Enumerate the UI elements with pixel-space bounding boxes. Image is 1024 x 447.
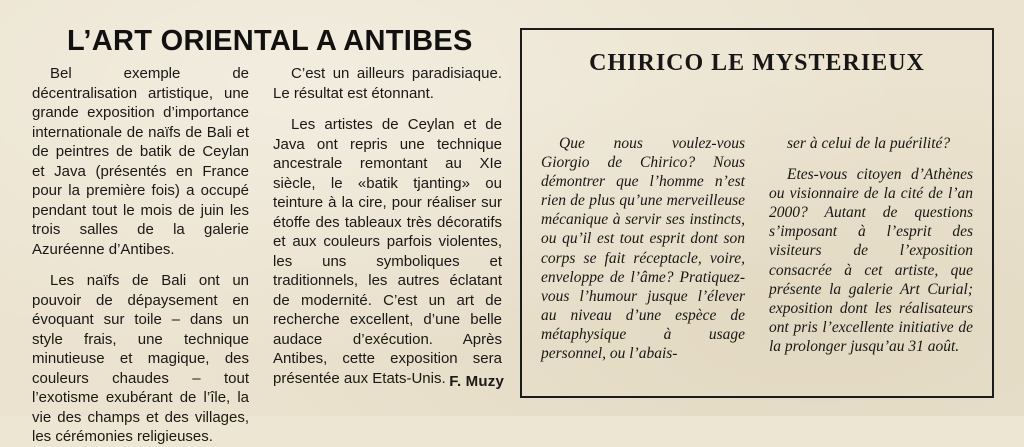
article-author: F. Muzy — [449, 373, 504, 390]
chirico-box — [520, 28, 994, 398]
box-content — [541, 134, 974, 376]
box-column-1 — [541, 134, 745, 376]
article-paragraph-4: Les artistes de Ceylan et de Java ont repris une technique ancestrale remontant au XIe siècle, le «batik tjanting» ou teinture à la cire, pour réaliser sur étoffe des tableaux très décoratifs et aux couleurs parfois violentes, les uns symboliques et traditionnels, les autres éclatant de modernité. C’est un art de recherche excellent, d’une belle audace d’exécution. Après Antibes, cette exposition sera présentée aux Etats-Unis. — [273, 116, 502, 387]
box-paragraph-2: ser à celui de la puérilité? — [787, 135, 951, 152]
oriental-art-article — [32, 64, 504, 445]
article-column-2 — [273, 64, 502, 402]
article-paragraph-3: C’est un ailleurs paradisiaque. Le résultat est étonnant. — [273, 65, 502, 102]
box-paragraph-1: Que nous voulez-vous Giorgio de Chirico? Nous démontrer que l’homme n’est rien de plus qu’une merveilleuse mécanique à servir ses instincts, ou qu’il est tout esprit dont son corps se fait réceptacle, voire, enveloppe de l’âme? Pratiquez-vous l’humour jusque l’élever au niveau d’une espèce de métaphysique à usage personnel, ou l’abais- — [541, 135, 745, 363]
box-paragraph-3: Etes-vous citoyen d’Athènes ou visionnaire de la cité de l’an 2000? Autant de questions s’imposant à l’esprit des visiteurs de l’exposition consacrée à cet artiste, que présente la galerie Art Curial; exposition dont les réalisateurs ont pris l’excellente initiative de la prolonger jusqu’au 31 août. — [769, 166, 973, 355]
article-paragraph-2: Les naïfs de Bali ont un pouvoir de dépaysement en évoquant sur toile – dans un style frais, une technique minutieuse et magique, des couleurs chaudes – tout l’exotisme exubérant de l’île, la vie des champs et des villages, les cérémonies religieuses. — [32, 272, 250, 445]
article-column-1 — [32, 64, 250, 445]
article-title: L’ART ORIENTAL A ANTIBES — [67, 25, 473, 57]
box-title: CHIRICO LE MYSTERIEUX — [589, 50, 925, 76]
box-column-2 — [769, 134, 973, 376]
article-paragraph-1: Bel exemple de décentralisation artistique, une grande exposition d’importance internationale de naïfs de Bali et de peintres de batik de Ceylan et Java (présentés en France pour la première fois) a occupé pendant tout le mois de juin les trois salles de la galerie Azuréenne d’Antibes. — [32, 65, 250, 258]
